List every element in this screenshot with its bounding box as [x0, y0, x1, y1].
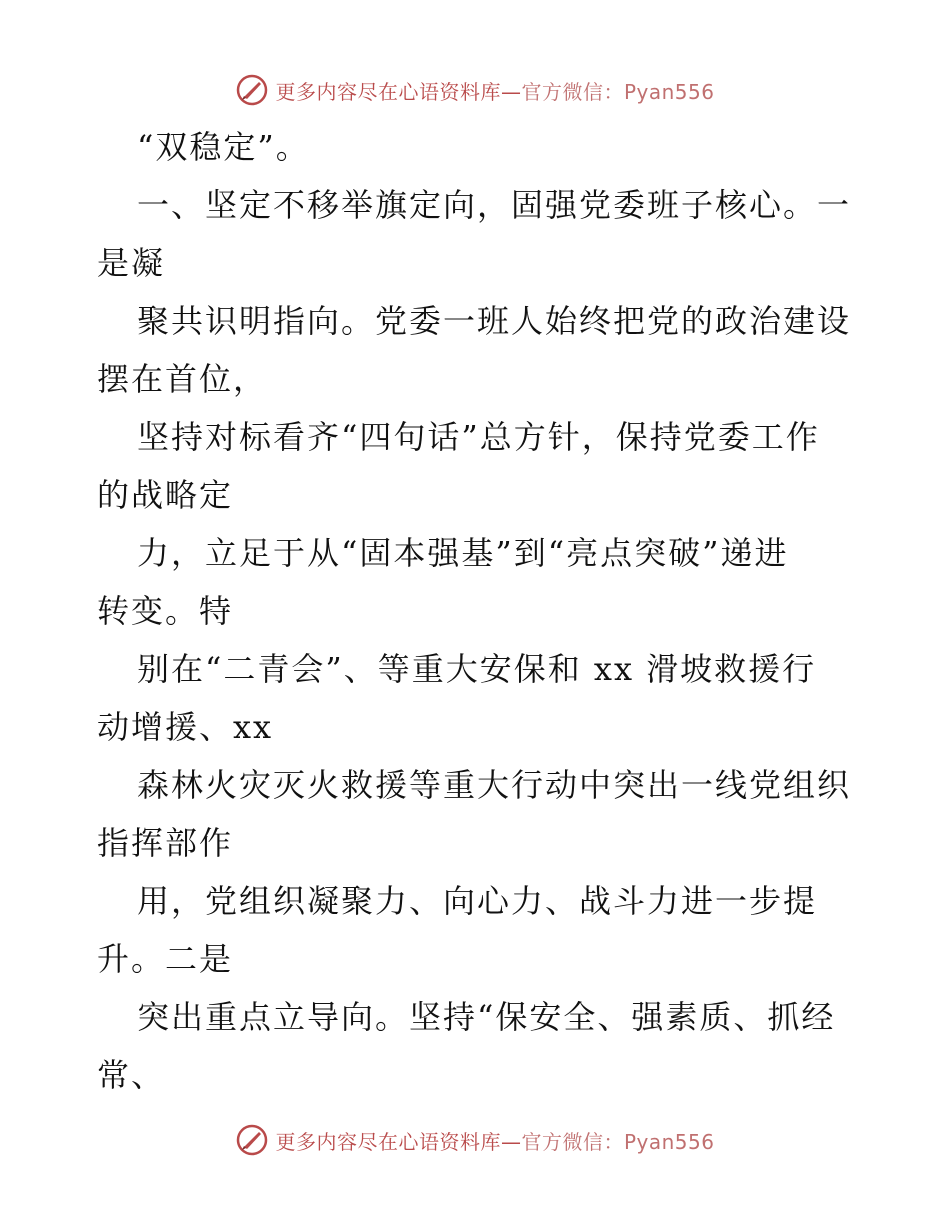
- text-line: 动增援、xx: [97, 708, 274, 746]
- text-line: 聚共识明指向。党委一班人始终把党的政治建设: [137, 302, 852, 340]
- text-line: 一、坚定不移举旗定向，固强党委班子核心。一: [137, 186, 852, 224]
- footer-brand-text: [275, 1126, 714, 1155]
- footer-watermark: [0, 1120, 950, 1160]
- footer-brand: 更多内容尽在心语资料库—: [275, 1129, 522, 1154]
- text-line: 转变。特: [97, 592, 234, 630]
- header-wechat: 官方微信：Pyan556: [521, 79, 715, 104]
- text-line: “双稳定”。: [137, 128, 310, 166]
- text-line: 升。二是: [97, 940, 234, 978]
- quill-logo-icon: [235, 73, 269, 107]
- text-line: 的战略定: [97, 476, 234, 514]
- text-line: 用，党组织凝聚力、向心力、战斗力进一步提: [137, 882, 818, 920]
- header-watermark: [0, 70, 950, 110]
- text-line: 突出重点立导向。坚持“保安全、强素质、抓经: [137, 998, 836, 1036]
- text-line: 常、: [97, 1056, 166, 1094]
- text-line: 力，立足于从“固本强基”到“亮点突破”递进: [137, 534, 789, 572]
- text-line: 森林火灾灭火救援等重大行动中突出一线党组织: [137, 766, 852, 804]
- text-line: 是凝: [97, 244, 166, 282]
- header-brand: 更多内容尽在心语资料库—: [275, 79, 522, 104]
- text-line: 指挥部作: [97, 824, 234, 862]
- text-line: 摆在首位，: [97, 360, 268, 398]
- text-line: 坚持对标看齐“四句话”总方针，保持党委工作: [137, 418, 820, 456]
- text-line: 别在“二青会”、等重大安保和 xx 滑坡救援行: [137, 650, 817, 688]
- footer-wechat: 官方微信：Pyan556: [521, 1129, 715, 1154]
- quill-logo-icon: [235, 1123, 269, 1157]
- document-body: [97, 118, 857, 1104]
- header-brand-text: [275, 76, 714, 105]
